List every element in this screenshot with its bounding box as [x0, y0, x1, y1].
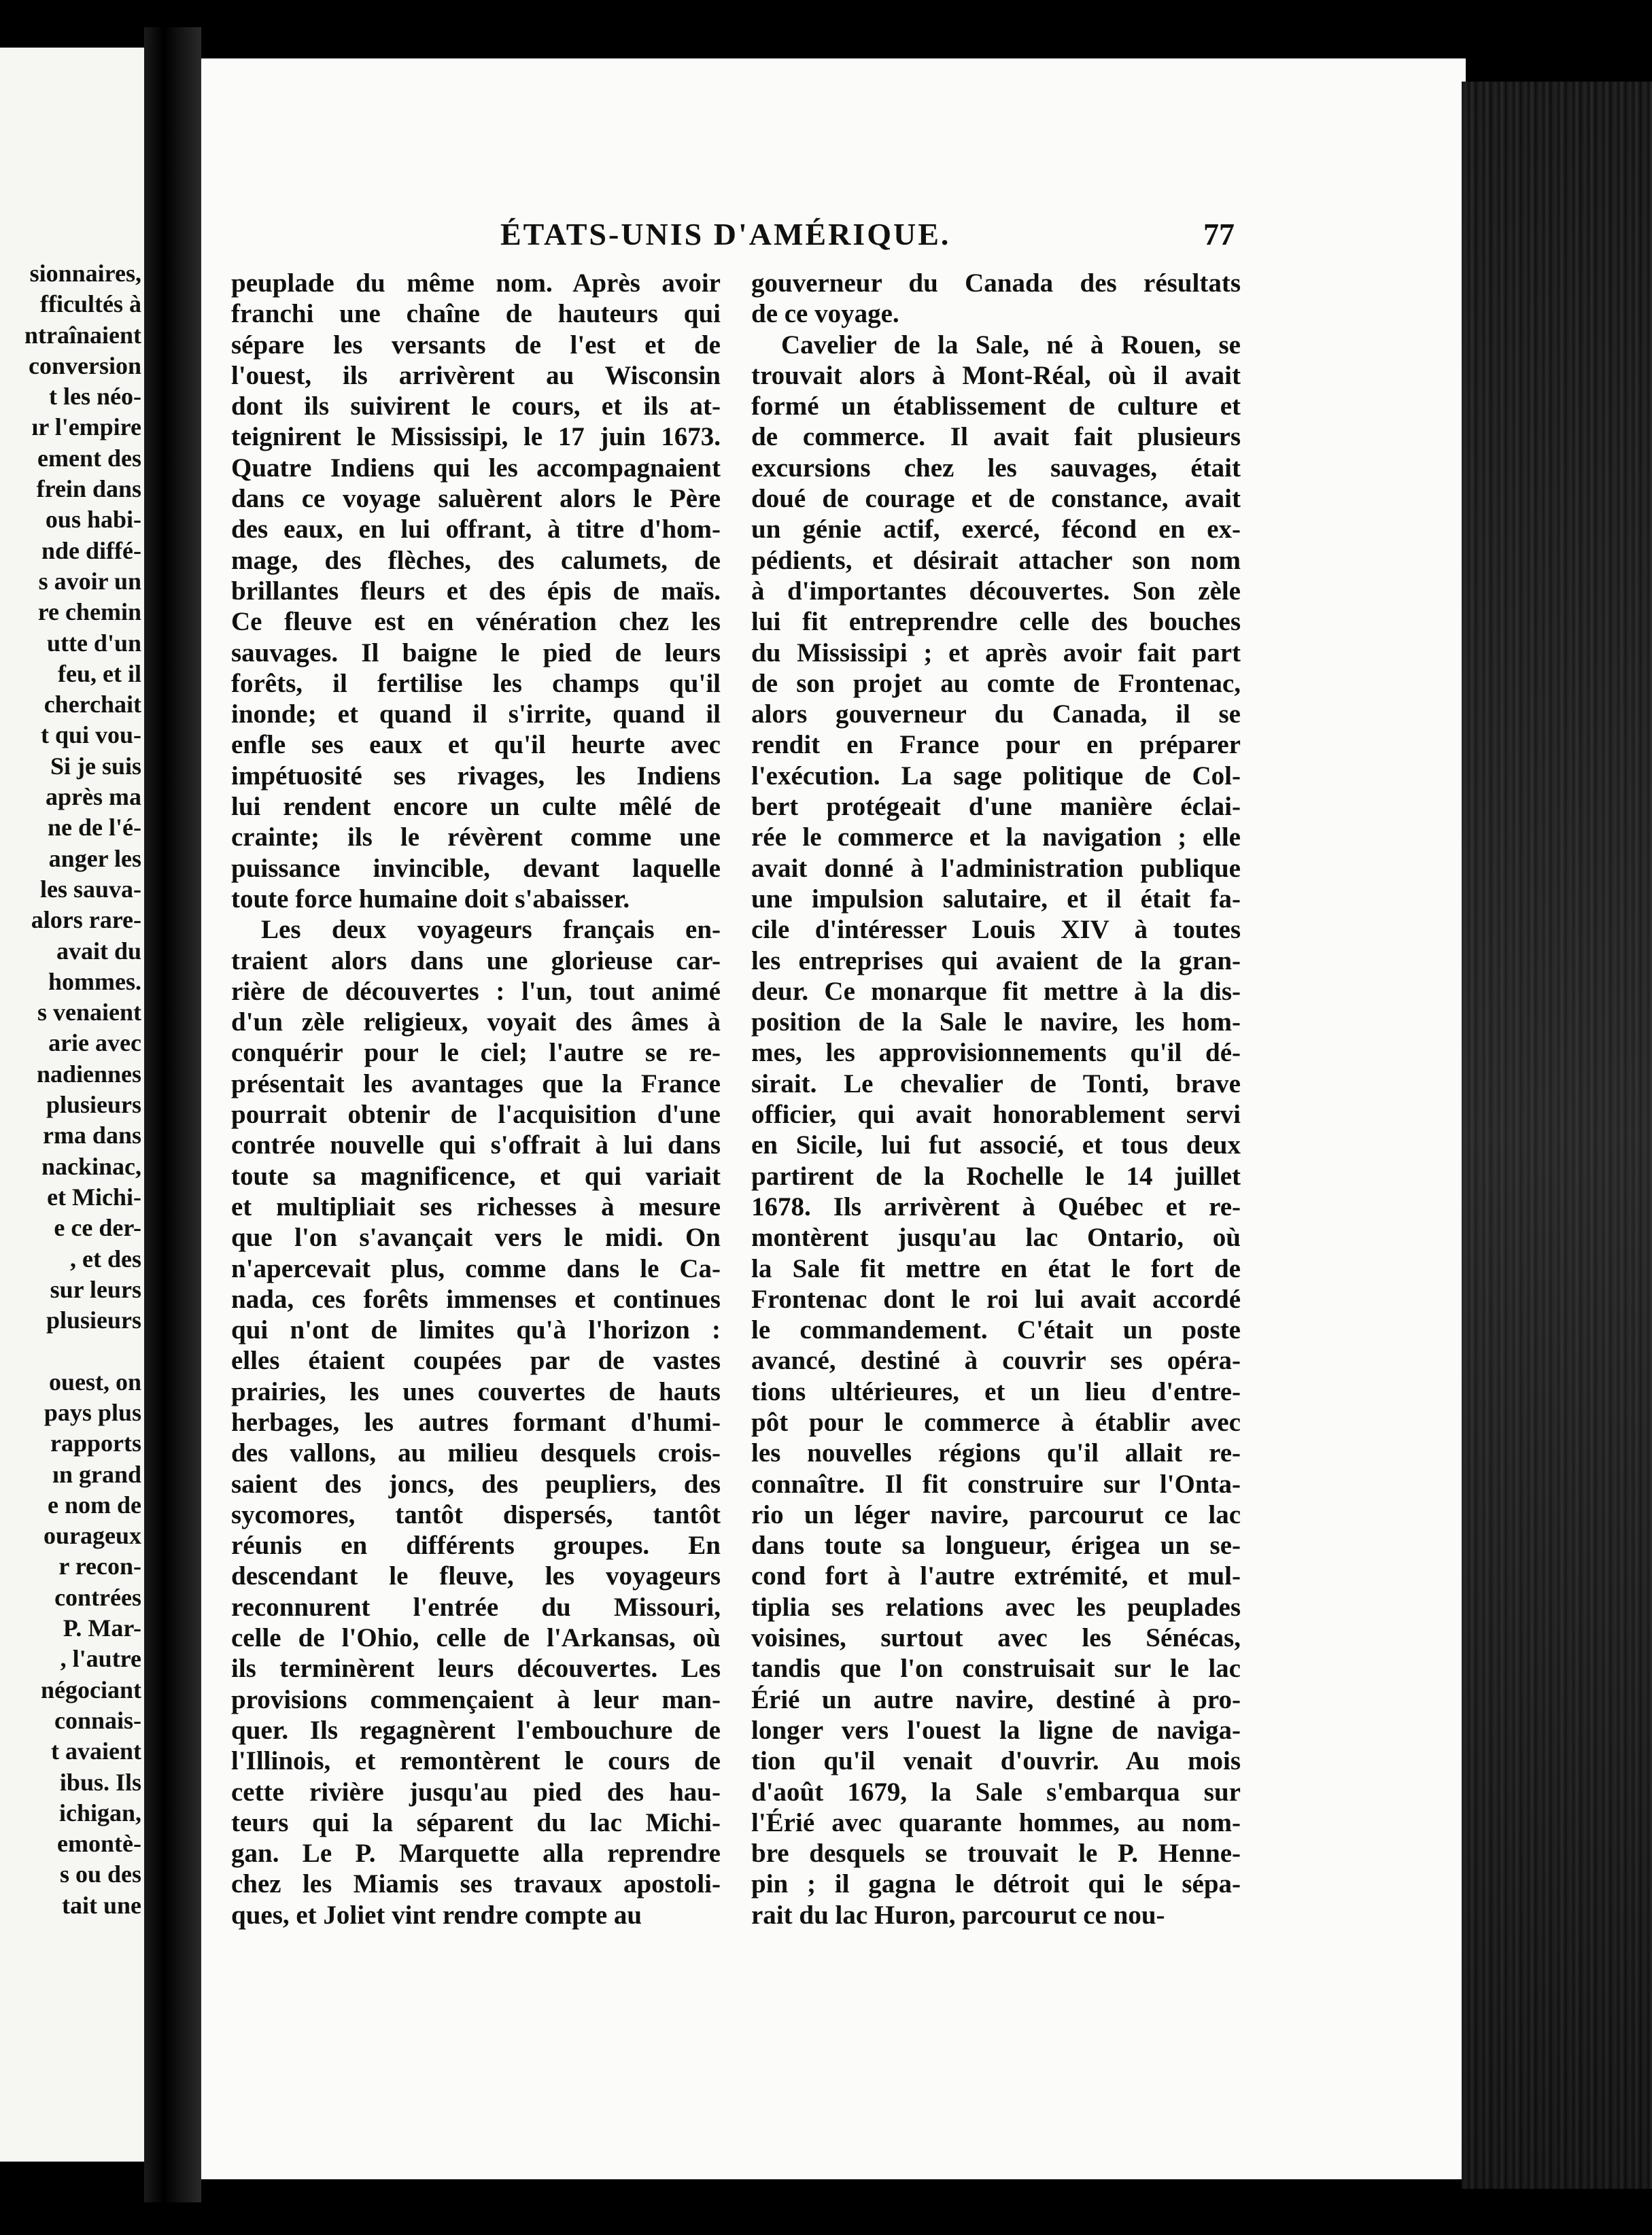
- text-line: pôt pour le commerce à établir avec: [751, 1407, 1241, 1437]
- text-line: tions ultérieures, et un lieu d'entre-: [751, 1376, 1241, 1406]
- fragment-line: t avaient: [51, 1737, 141, 1765]
- fragment-line: [0, 1336, 141, 1366]
- fragment-line: contrées: [54, 1583, 141, 1611]
- text-line: sycomores, tantôt dispersés, tantôt: [231, 1500, 721, 1529]
- text-line: sauvages. Il baigne le pied de leurs: [231, 638, 721, 668]
- text-line: 1678. Ils arrivèrent à Québec et re-: [751, 1192, 1241, 1222]
- text-line: mes, les approvisionnements qu'il dé-: [751, 1038, 1241, 1068]
- text-line: officier, qui avait honorablement servi: [751, 1100, 1241, 1130]
- text-column-left: [231, 268, 721, 1930]
- text-line: partirent de la Rochelle le 14 juillet: [751, 1161, 1241, 1191]
- text-line: gouverneur du Canada des résultats: [751, 268, 1241, 298]
- page-number: 77: [1203, 217, 1235, 252]
- fragment-line: ibus. Ils: [59, 1768, 141, 1796]
- text-line: puissance invincible, devant laquelle: [231, 853, 721, 883]
- text-line: avancé, destiné à couvrir ses opéra-: [751, 1346, 1241, 1376]
- text-line: longer vers l'ouest la ligne de naviga-: [751, 1715, 1241, 1745]
- fragment-line: pays plus: [44, 1398, 141, 1426]
- text-line: enfle ses eaux et qu'il heurte avec: [231, 730, 721, 760]
- fragment-line: nackinac,: [41, 1152, 141, 1180]
- fragment-line: P. Mar-: [63, 1614, 141, 1642]
- text-line: bre desquels se trouvait le P. Henne-: [751, 1839, 1241, 1869]
- text-line: Érié un autre navire, destiné à pro-: [751, 1684, 1241, 1714]
- text-line: d'un zèle religieux, voyait des âmes à: [231, 1007, 721, 1037]
- text-line: sirait. Le chevalier de Tonti, brave: [751, 1069, 1241, 1098]
- text-line: connaître. Il fit construire sur l'Onta-: [751, 1469, 1241, 1499]
- text-line: provisions commençaient à leur man-: [231, 1684, 721, 1714]
- fragment-line: utte d'un: [46, 629, 141, 657]
- text-line: présentait les avantages que la France: [231, 1069, 721, 1098]
- text-line: cond fort à l'autre extrémité, et mul-: [751, 1561, 1241, 1591]
- text-line: les entreprises qui avaient de la gran-: [751, 946, 1241, 975]
- text-line: nada, ces forêts immenses et continues: [231, 1284, 721, 1314]
- page-edge: [1462, 82, 1652, 2189]
- text-line: saient des joncs, des peupliers, des: [231, 1469, 721, 1499]
- text-line: elles étaient coupées par de vastes: [231, 1346, 721, 1376]
- text-line: bert protégeait d'une manière éclai-: [751, 792, 1241, 822]
- text-line: des vallons, au milieu desquels crois-: [231, 1438, 721, 1468]
- running-head: ÉTATS-UNIS D'AMÉRIQUE.: [500, 217, 951, 252]
- text-line: Les deux voyageurs français en-: [261, 915, 721, 945]
- text-line: mage, des flèches, des calumets, de: [231, 545, 721, 575]
- text-line: les nouvelles régions qu'il allait re-: [751, 1438, 1241, 1468]
- text-line: la Sale fit mettre en état le fort de: [751, 1253, 1241, 1283]
- fragment-line: s avoir un: [38, 567, 141, 595]
- text-line: d'août 1679, la Sale s'embarqua sur: [751, 1777, 1241, 1807]
- text-line: contrée nouvelle qui s'offrait à lui dans: [231, 1130, 721, 1160]
- fragment-line: r recon-: [58, 1553, 141, 1580]
- previous-page-text: [0, 258, 141, 1921]
- text-line: cette rivière jusqu'au pied des hau-: [231, 1777, 721, 1807]
- text-line: pin ; il gagna le détroit qui le sépa-: [751, 1869, 1241, 1899]
- text-line: gan. Le P. Marquette alla reprendre: [231, 1839, 721, 1869]
- fragment-line: rapports: [50, 1430, 141, 1457]
- text-line: de son projet au comte de Frontenac,: [751, 668, 1241, 698]
- fragment-line: s venaient: [37, 999, 141, 1026]
- text-line: n'apercevait plus, comme dans le Ca-: [231, 1253, 721, 1283]
- text-line: voisines, surtout avec les Sénécas,: [751, 1623, 1241, 1653]
- fragment-line: alors rare-: [31, 906, 141, 934]
- text-line: dont ils suivirent le cours, et ils at-: [231, 392, 721, 421]
- text-line: traient alors dans une glorieuse car-: [231, 946, 721, 975]
- fragment-line: tait une: [62, 1891, 141, 1919]
- fragment-line: plusieurs: [46, 1306, 141, 1334]
- text-line: Ce fleuve est en vénération chez les: [231, 607, 721, 637]
- fragment-line: t les néo-: [49, 383, 141, 411]
- text-line: toute force humaine doit s'abaisser.: [231, 884, 630, 914]
- text-line: celle de l'Ohio, celle de l'Arkansas, où: [231, 1623, 721, 1653]
- text-line: Quatre Indiens qui les accompagnaient: [231, 453, 721, 483]
- text-line: excursions chez les sauvages, était: [751, 453, 1241, 483]
- text-line: trouvait alors à Mont-Réal, où il avait: [751, 360, 1241, 390]
- text-line: pédients, et désirait attacher son nom: [751, 545, 1241, 575]
- text-line: lui rendent encore un culte mêlé de: [231, 792, 721, 822]
- fragment-line: frein dans: [36, 475, 141, 503]
- text-line: que l'on s'avançait vers le midi. On: [231, 1223, 721, 1253]
- text-line: lui fit entreprendre celle des bouches: [751, 607, 1241, 637]
- text-line: quer. Ils regagnèrent l'embouchure de: [231, 1715, 721, 1745]
- fragment-line: ne de l'é-: [48, 814, 141, 842]
- text-column-right: [751, 268, 1241, 1930]
- text-line: à d'importantes découvertes. Son zèle: [751, 576, 1241, 606]
- text-line: réunis en différents groupes. En: [231, 1531, 721, 1561]
- text-line: Cavelier de la Sale, né à Rouen, se: [781, 330, 1241, 360]
- fragment-line: arie avec: [48, 1029, 141, 1057]
- book-gutter: [144, 27, 201, 2202]
- text-line: montèrent jusqu'au lac Ontario, où: [751, 1223, 1241, 1253]
- fragment-line: e ce der-: [54, 1214, 141, 1242]
- text-line: de ce voyage.: [751, 299, 899, 329]
- fragment-line: ır l'empire: [31, 413, 141, 441]
- fragment-line: rma dans: [42, 1122, 141, 1149]
- fragment-line: après ma: [46, 783, 141, 811]
- text-line: prairies, les unes couvertes de hauts: [231, 1376, 721, 1406]
- text-line: dans ce voyage saluèrent alors le Père: [231, 484, 721, 514]
- fragment-line: les sauva-: [39, 875, 141, 903]
- text-line: qui n'ont de limites qu'à l'horizon :: [231, 1315, 721, 1345]
- text-line: l'Érié avec quarante hommes, au nom-: [751, 1807, 1241, 1837]
- text-line: brillantes fleurs et des épis de maïs.: [231, 576, 721, 606]
- text-line: cile d'intéresser Louis XIV à toutes: [751, 915, 1241, 945]
- fragment-line: e nom de: [48, 1491, 141, 1519]
- text-line: teurs qui la séparent du lac Michi-: [231, 1807, 721, 1837]
- text-line: impétuosité ses rivages, les Indiens: [231, 761, 721, 791]
- text-line: formé un établissement de culture et: [751, 392, 1241, 421]
- text-line: l'Illinois, et remontèrent le cours de: [231, 1746, 721, 1776]
- fragment-line: anger les: [48, 844, 141, 872]
- fragment-line: re chemin: [37, 598, 141, 626]
- fragment-line: , et des: [70, 1245, 141, 1272]
- fragment-line: ichigan,: [58, 1799, 141, 1826]
- text-line: le commandement. C'était un poste: [751, 1315, 1241, 1345]
- text-line: en Sicile, lui fut associé, et tous deux: [751, 1130, 1241, 1160]
- fragment-line: t qui vou-: [40, 721, 141, 749]
- text-line: Frontenac dont le roi lui avait accordé: [751, 1284, 1241, 1314]
- fragment-line: connais-: [54, 1706, 141, 1734]
- text-line: avait donné à l'administration publique: [751, 853, 1241, 883]
- text-line: reconnurent l'entrée du Missouri,: [231, 1592, 721, 1622]
- fragment-line: plusieurs: [46, 1091, 141, 1119]
- text-line: rio un léger navire, parcourut ce lac: [751, 1500, 1241, 1529]
- fragment-line: fficultés à: [40, 290, 141, 318]
- fragment-line: , l'autre: [60, 1645, 141, 1673]
- text-line: deur. Ce monarque fit mettre à la dis-: [751, 976, 1241, 1006]
- fragment-line: sur leurs: [50, 1275, 141, 1303]
- fragment-line: s ou des: [59, 1860, 141, 1888]
- fragment-line: négociant: [41, 1676, 141, 1703]
- text-line: ques, et Joliet vint rendre compte au: [231, 1900, 642, 1930]
- text-line: conquérir pour le ciel; l'autre se re-: [231, 1038, 721, 1068]
- text-line: dans toute sa longueur, érigea un se-: [751, 1531, 1241, 1561]
- text-line: crainte; ils le révèrent comme une: [231, 822, 721, 852]
- fragment-line: ous habi-: [45, 506, 141, 534]
- fragment-line: nadiennes: [36, 1060, 141, 1088]
- fragment-line: feu, et il: [58, 659, 141, 687]
- fragment-line: ouest, on: [48, 1368, 141, 1396]
- text-line: ils terminèrent leurs découvertes. Les: [231, 1654, 721, 1684]
- fragment-line: nde diffé-: [41, 536, 141, 564]
- fragment-line: ın grand: [52, 1460, 141, 1488]
- text-line: tiplia ses relations avec les peuplades: [751, 1592, 1241, 1622]
- text-line: l'ouest, ils arrivèrent au Wisconsin: [231, 360, 721, 390]
- text-line: position de la Sale le navire, les hom-: [751, 1007, 1241, 1037]
- fragment-line: cherchait: [44, 691, 141, 718]
- text-line: de commerce. Il avait fait plusieurs: [751, 422, 1241, 452]
- text-line: un génie actif, exercé, fécond en ex-: [751, 515, 1241, 544]
- text-line: franchi une chaîne de hauteurs qui: [231, 299, 721, 329]
- text-line: tion qu'il venait d'ouvrir. Au mois: [751, 1746, 1241, 1776]
- text-line: rait du lac Huron, parcourut ce nou-: [751, 1900, 1165, 1930]
- text-line: rière de découvertes : l'un, tout animé: [231, 976, 721, 1006]
- text-line: inonde; et quand il s'irrite, quand il: [231, 699, 721, 729]
- fragment-line: ement des: [37, 444, 141, 472]
- text-line: une impulsion salutaire, et il était fa-: [751, 884, 1241, 914]
- text-line: doué de courage et de constance, avait: [751, 484, 1241, 514]
- fragment-line: emontè-: [57, 1830, 141, 1858]
- text-line: toute sa magnificence, et qui variait: [231, 1161, 721, 1191]
- text-line: herbages, les autres formant d'humi-: [231, 1407, 721, 1437]
- fragment-line: Si je suis: [50, 752, 141, 780]
- text-line: chez les Miamis ses travaux apostoli-: [231, 1869, 721, 1899]
- text-line: l'exécution. La sage politique de Col-: [751, 761, 1241, 791]
- fragment-line: et Michi-: [47, 1183, 141, 1211]
- fragment-line: sionnaires,: [29, 260, 141, 287]
- fragment-line: avait du: [56, 937, 141, 965]
- fragment-line: hommes.: [48, 967, 141, 995]
- text-line: sépare les versants de l'est et de: [231, 330, 721, 360]
- fragment-line: ntraînaient: [24, 321, 141, 349]
- text-line: et multipliait ses richesses à mesure: [231, 1192, 721, 1222]
- fragment-line: conversion: [29, 351, 141, 379]
- text-line: rée le commerce et la navigation ; elle: [751, 822, 1241, 852]
- text-line: tandis que l'on construisait sur le lac: [751, 1654, 1241, 1684]
- text-line: pourrait obtenir de l'acquisition d'une: [231, 1100, 721, 1130]
- previous-page-fragment: [0, 48, 144, 2162]
- fragment-line: ourageux: [44, 1522, 141, 1550]
- text-line: teignirent le Mississipi, le 17 juin 1673.: [231, 422, 721, 452]
- text-line: des eaux, en lui offrant, à titre d'hom-: [231, 515, 721, 544]
- text-line: alors gouverneur du Canada, il se: [751, 699, 1241, 729]
- text-line: forêts, il fertilise les champs qu'il: [231, 668, 721, 698]
- text-line: peuplade du même nom. Après avoir: [231, 268, 721, 298]
- text-line: rendit en France pour en préparer: [751, 730, 1241, 760]
- text-line: du Mississipi ; et après avoir fait part: [751, 638, 1241, 668]
- text-line: descendant le fleuve, les voyageurs: [231, 1561, 721, 1591]
